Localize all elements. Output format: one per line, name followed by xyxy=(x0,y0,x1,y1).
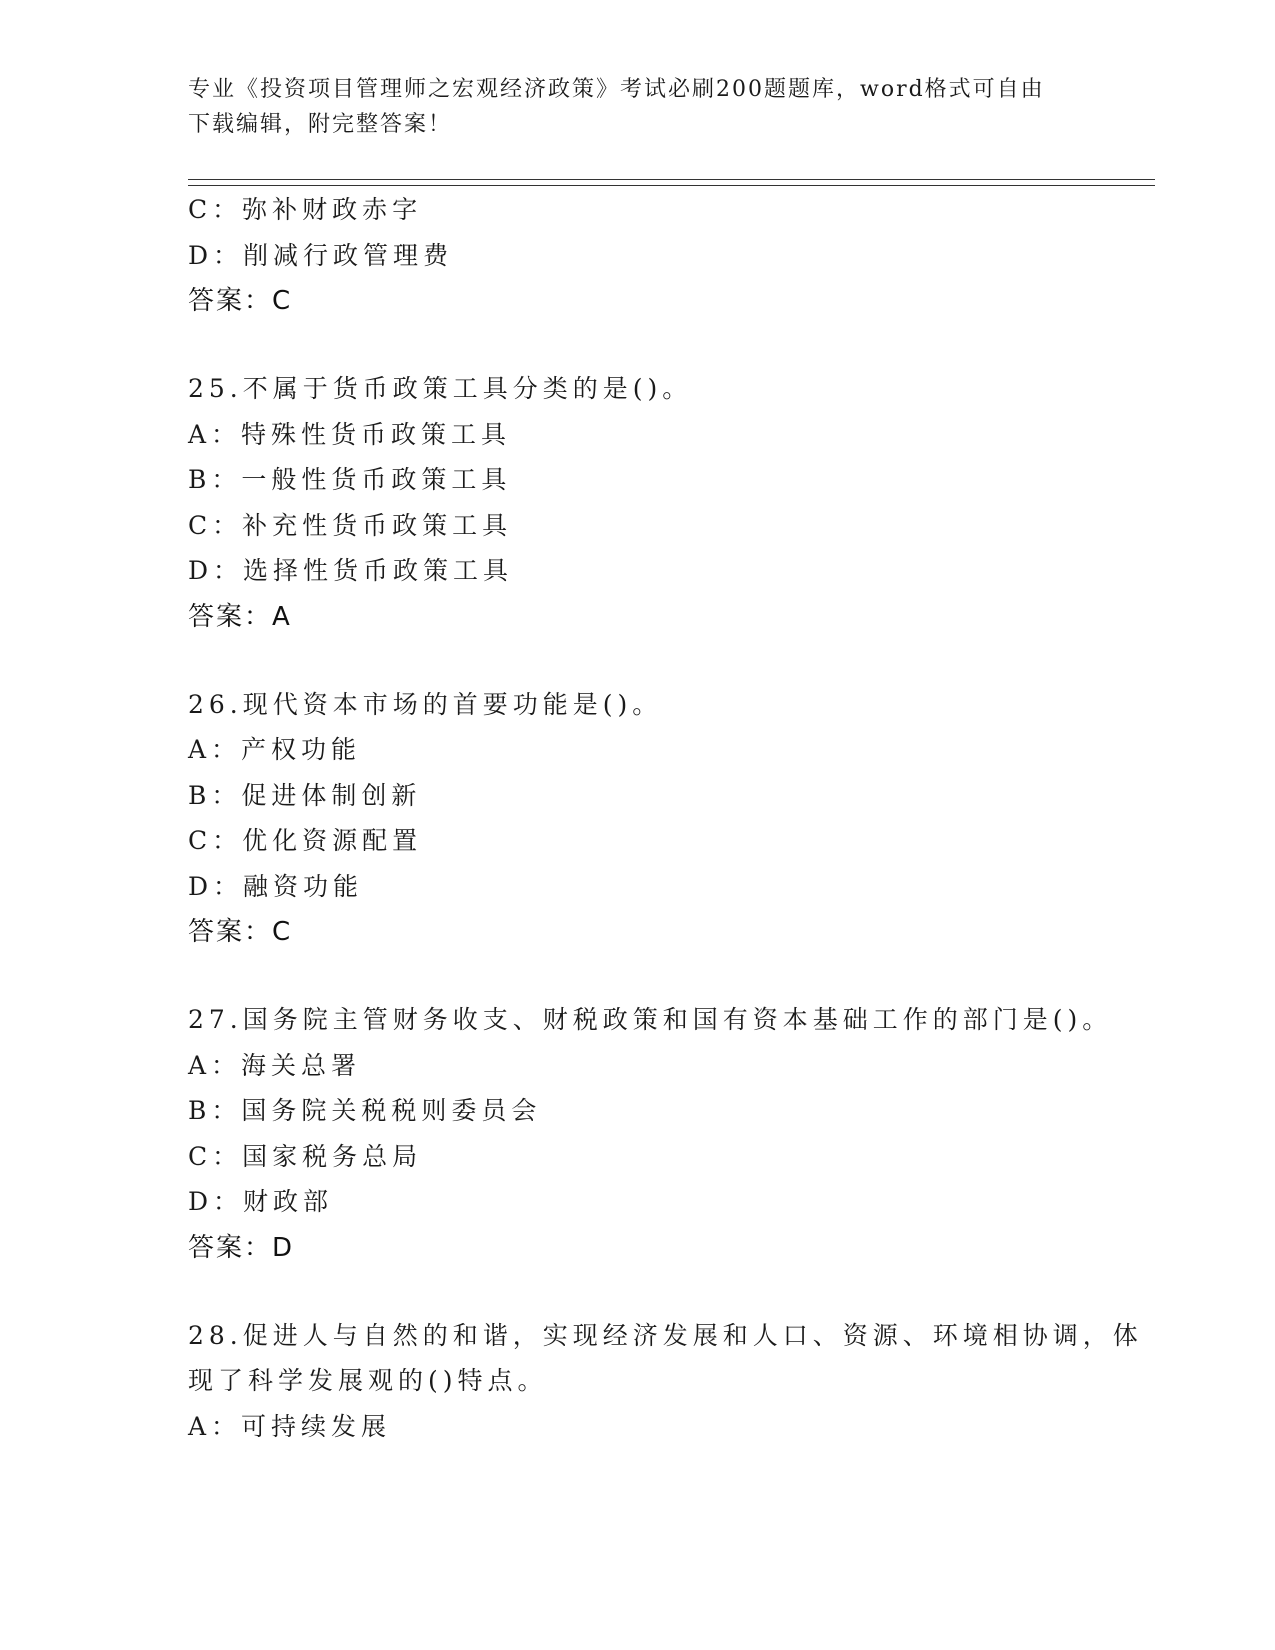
answer-line: 答案：C xyxy=(188,286,293,316)
question-26 xyxy=(188,682,1155,956)
option-a: A：产权功能 xyxy=(188,735,362,764)
option-a: A：特殊性货币政策工具 xyxy=(188,419,512,449)
question-stem: 25.不属于货币政策工具分类的是()。 xyxy=(188,374,693,403)
question-25 xyxy=(188,366,1155,640)
question-list xyxy=(188,187,1155,1449)
option-c: C：优化资源配置 xyxy=(188,826,423,855)
option-c: C：弥补财政赤字 xyxy=(188,195,423,224)
option-d: D：财政部 xyxy=(188,1187,334,1216)
option-c: C：补充性货币政策工具 xyxy=(188,510,513,540)
answer-line: 答案：C xyxy=(188,917,293,947)
option-c: C：国家税务总局 xyxy=(188,1141,423,1171)
header-divider xyxy=(188,179,1155,186)
option-b: B：促进体制创新 xyxy=(188,780,422,810)
question-stem: 27.国务院主管财务收支、财税政策和国有资本基础工作的部门是()。 xyxy=(188,1005,1113,1034)
option-d: D：选择性货币政策工具 xyxy=(188,556,514,585)
question-stem: 26.现代资本市场的首要功能是()。 xyxy=(188,689,663,719)
option-b: B：国务院关税税则委员会 xyxy=(188,1096,542,1125)
option-a: A：海关总署 xyxy=(188,1050,362,1080)
question-28 xyxy=(188,1313,1155,1450)
question-stem: 28.促进人与自然的和谐，实现经济发展和人口、资源、环境相协调，体现了科学发展观的()特点。 xyxy=(188,1320,1143,1395)
document-header: 专业《投资项目管理师之宏观经济政策》考试必刷200题题库，word格式可自由下载编辑，附完整答案！ xyxy=(188,77,1045,137)
option-d: D：削减行政管理费 xyxy=(188,240,454,270)
answer-line: 答案：A xyxy=(188,601,292,632)
option-d: D：融资功能 xyxy=(188,871,364,901)
option-b: B：一般性货币政策工具 xyxy=(188,465,512,494)
question-24-continued xyxy=(188,187,1155,324)
answer-line: 答案：D xyxy=(188,1232,295,1263)
option-a: A：可持续发展 xyxy=(188,1411,392,1441)
question-27 xyxy=(188,997,1155,1271)
